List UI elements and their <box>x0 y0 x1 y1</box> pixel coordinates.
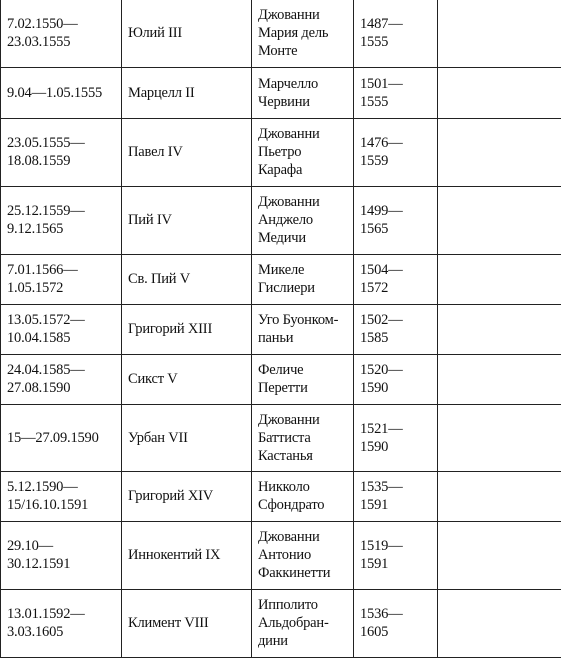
pontificate-dates: 13.01.1592— 3.03.1605 <box>1 589 122 657</box>
pontificate-dates: 5.12.1590— 15/16.10.1591 <box>1 471 122 521</box>
table-row <box>1 0 561 67</box>
table-row <box>1 471 561 521</box>
birth-name: Джованни Баттиста Кастанья <box>252 404 354 471</box>
pontiff-name: Марцелл II <box>122 67 252 118</box>
birth-name: Марчелло Червини <box>252 67 354 118</box>
table-row <box>1 254 561 304</box>
life-years: 1535— 1591 <box>354 471 438 521</box>
life-years: 1502— 1585 <box>354 304 438 354</box>
pontificate-dates: 7.02.1550— 23.03.1555 <box>1 0 122 67</box>
empty-cell <box>438 589 561 657</box>
life-years: 1476— 1559 <box>354 118 438 186</box>
table-row <box>1 67 561 118</box>
table-row <box>1 521 561 589</box>
pontiff-name: Юлий III <box>122 0 252 67</box>
empty-cell <box>438 521 561 589</box>
pontificate-dates: 24.04.1585— 27.08.1590 <box>1 354 122 404</box>
empty-cell <box>438 404 561 471</box>
empty-cell <box>438 354 561 404</box>
empty-cell <box>438 118 561 186</box>
life-years: 1520— 1590 <box>354 354 438 404</box>
pontificate-dates: 23.05.1555— 18.08.1559 <box>1 118 122 186</box>
birth-name: Ипполито Альдобран- дини <box>252 589 354 657</box>
life-years: 1521— 1590 <box>354 404 438 471</box>
empty-cell <box>438 186 561 254</box>
empty-cell <box>438 304 561 354</box>
table-row <box>1 304 561 354</box>
empty-cell <box>438 0 561 67</box>
pontificate-dates: 7.01.1566— 1.05.1572 <box>1 254 122 304</box>
life-years: 1499— 1565 <box>354 186 438 254</box>
table-row <box>1 589 561 657</box>
pontificate-dates: 9.04—1.05.1555 <box>1 67 122 118</box>
birth-name: Джованни Мария дель Монте <box>252 0 354 67</box>
empty-cell <box>438 471 561 521</box>
empty-cell <box>438 67 561 118</box>
pontiff-name: Пий IV <box>122 186 252 254</box>
life-years: 1504— 1572 <box>354 254 438 304</box>
life-years: 1519— 1591 <box>354 521 438 589</box>
pontiff-name: Сикст V <box>122 354 252 404</box>
birth-name: Никколо Сфондрато <box>252 471 354 521</box>
empty-cell <box>438 254 561 304</box>
table-row <box>1 186 561 254</box>
birth-name: Феличе Перетти <box>252 354 354 404</box>
pontiff-name: Иннокентий IX <box>122 521 252 589</box>
table-row <box>1 404 561 471</box>
birth-name: Микеле Гислиери <box>252 254 354 304</box>
life-years: 1536— 1605 <box>354 589 438 657</box>
pontificate-dates: 29.10— 30.12.1591 <box>1 521 122 589</box>
birth-name: Джованни Анджело Медичи <box>252 186 354 254</box>
pontificate-dates: 15—27.09.1590 <box>1 404 122 471</box>
pontiff-name: Урбан VII <box>122 404 252 471</box>
pontiff-name: Григорий XIII <box>122 304 252 354</box>
pontificate-dates: 25.12.1559— 9.12.1565 <box>1 186 122 254</box>
pontiff-name: Павел IV <box>122 118 252 186</box>
pontiff-name: Григорий XIV <box>122 471 252 521</box>
birth-name: Уго Буонком- паньи <box>252 304 354 354</box>
table-row <box>1 354 561 404</box>
table-row <box>1 118 561 186</box>
pontiff-name: Климент VIII <box>122 589 252 657</box>
pontificate-dates: 13.05.1572— 10.04.1585 <box>1 304 122 354</box>
life-years: 1501— 1555 <box>354 67 438 118</box>
birth-name: Джованни Пьетро Карафа <box>252 118 354 186</box>
pontiff-name: Св. Пий V <box>122 254 252 304</box>
birth-name: Джованни Антонио Факкинетти <box>252 521 354 589</box>
life-years: 1487— 1555 <box>354 0 438 67</box>
